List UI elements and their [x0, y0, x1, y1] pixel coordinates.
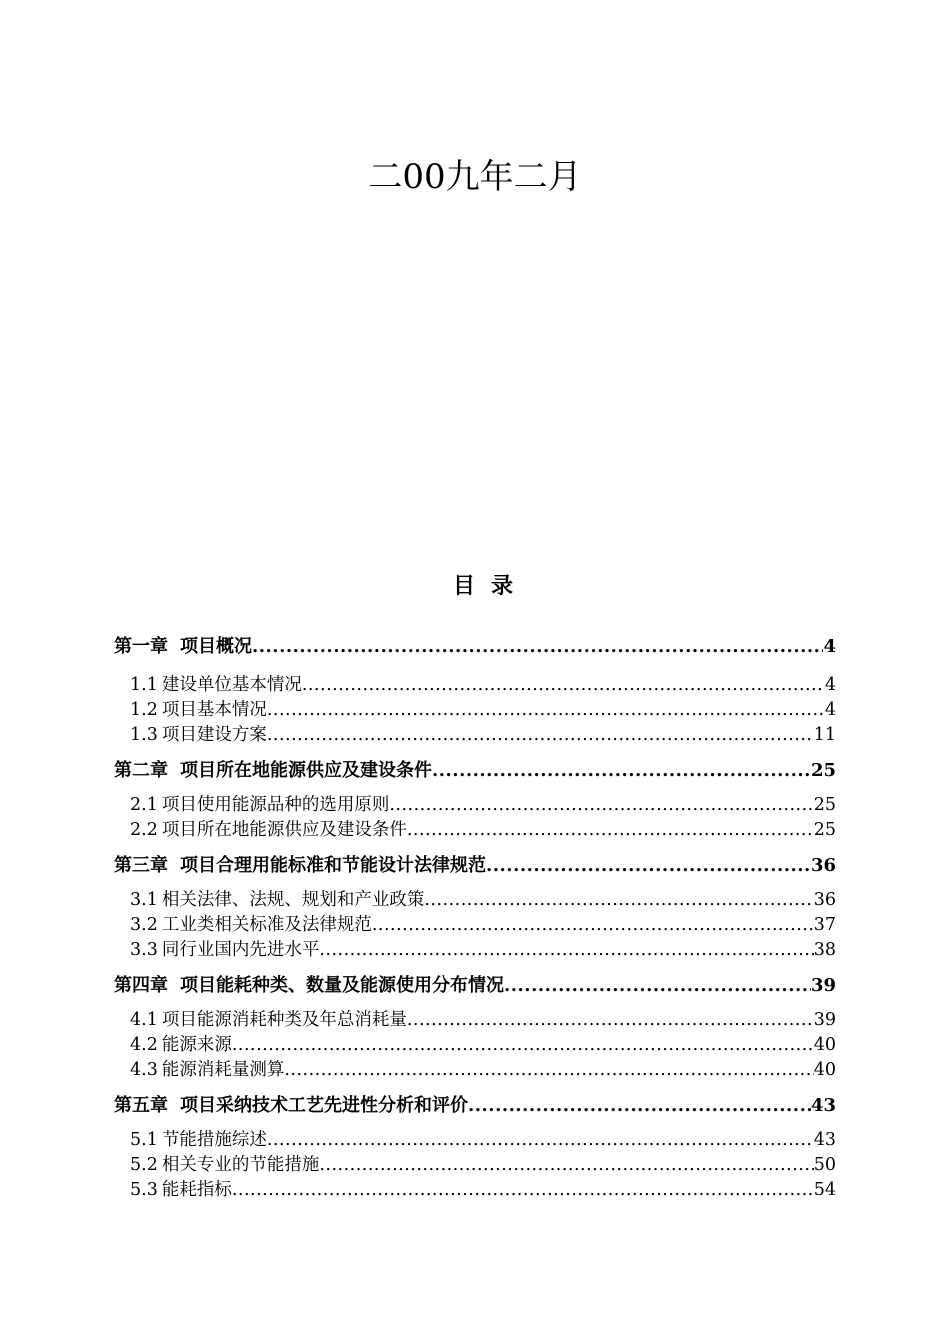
toc-dot-leader — [486, 853, 811, 878]
toc-dot-leader — [504, 973, 811, 998]
toc-page-number: 4 — [824, 675, 836, 695]
toc-chapter-entry[interactable] — [114, 758, 836, 783]
toc-section-entry[interactable] — [114, 913, 836, 938]
toc-entry-number: 1.3 — [130, 725, 158, 745]
toc-entry-text — [130, 1033, 232, 1058]
toc-page-number: 39 — [813, 1010, 836, 1030]
toc-section-entry[interactable] — [114, 698, 836, 723]
toc-chapter-entry[interactable] — [114, 634, 836, 659]
document-date-title: 二00九年二月 — [368, 157, 582, 197]
toc-entry-title: 项目使用能源品种的选用原则 — [161, 795, 390, 815]
toc-dot-leader — [424, 888, 813, 913]
toc-section-entry[interactable] — [114, 1178, 836, 1203]
toc-page-number: 40 — [813, 1060, 836, 1080]
toc-entry-title: 项目基本情况 — [161, 700, 267, 720]
toc-entry-number: 第二章 — [114, 760, 168, 781]
toc-section-entry[interactable] — [114, 673, 836, 698]
toc-dot-leader — [232, 1033, 814, 1058]
toc-entry-number: 1.1 — [130, 675, 158, 695]
toc-entry-title: 节能措施综述 — [161, 1130, 267, 1150]
toc-entry-number: 3.2 — [130, 915, 158, 935]
toc-entry-number: 第四章 — [114, 975, 168, 996]
toc-entry-title: 能耗指标 — [161, 1180, 232, 1200]
toc-page-number: 39 — [810, 975, 836, 996]
toc-dot-leader — [302, 673, 825, 698]
toc-entry-title: 项目合理用能标准和节能设计法律规范 — [180, 855, 486, 876]
toc-entry-title: 能源来源 — [161, 1035, 232, 1055]
toc-entry-text — [130, 1128, 267, 1153]
toc-entry-text — [114, 1093, 468, 1118]
toc-entry-title: 能源消耗量测算 — [161, 1060, 285, 1080]
toc-dot-leader — [267, 1128, 814, 1153]
toc-dot-leader — [468, 1093, 811, 1118]
toc-entry-number: 2.1 — [130, 795, 158, 815]
toc-entry-title: 项目采纳技术工艺先进性分析和评价 — [180, 1095, 468, 1116]
toc-dot-leader — [267, 698, 825, 723]
toc-page-number: 25 — [813, 820, 836, 840]
toc-entry-title: 工业类相关标准及法律规范 — [161, 915, 372, 935]
toc-page-number: 43 — [810, 1095, 836, 1116]
toc-entry-number: 3.1 — [130, 890, 158, 910]
toc-section-entry[interactable] — [114, 938, 836, 963]
toc-entry-title: 建设单位基本情况 — [161, 675, 302, 695]
toc-entry-title: 相关法律、法规、规划和产业政策 — [161, 890, 425, 910]
toc-entry-text — [130, 1058, 284, 1083]
toc-entry-text — [114, 973, 504, 998]
toc-dot-leader — [407, 818, 814, 843]
table-of-contents — [114, 634, 836, 1203]
toc-page-number: 54 — [813, 1180, 836, 1200]
toc-page-number: 4 — [823, 636, 836, 657]
toc-entry-number: 4.3 — [130, 1060, 158, 1080]
toc-page-number: 36 — [813, 890, 836, 910]
toc-page-number: 25 — [810, 760, 836, 781]
toc-chapter-entry[interactable] — [114, 973, 836, 998]
toc-section-entry[interactable] — [114, 793, 836, 818]
toc-entry-text — [130, 888, 424, 913]
toc-page-number: 37 — [813, 915, 836, 935]
toc-chapter-entry[interactable] — [114, 1093, 836, 1118]
toc-entry-number: 2.2 — [130, 820, 158, 840]
toc-dot-leader — [319, 1153, 813, 1178]
toc-page-number: 4 — [824, 700, 836, 720]
toc-section-entry[interactable] — [114, 888, 836, 913]
toc-page-number: 40 — [813, 1035, 836, 1055]
toc-entry-title: 项目能耗种类、数量及能源使用分布情况 — [180, 975, 504, 996]
toc-dot-leader — [252, 634, 823, 659]
toc-entry-title: 项目能源消耗种类及年总消耗量 — [161, 1010, 407, 1030]
toc-entry-text — [130, 723, 267, 748]
toc-entry-text — [130, 1178, 232, 1203]
toc-entry-number: 5.1 — [130, 1130, 158, 1150]
toc-entry-title: 项目所在地能源供应及建设条件 — [161, 820, 407, 840]
toc-entry-number: 第三章 — [114, 855, 168, 876]
toc-entry-number: 3.3 — [130, 940, 158, 960]
toc-entry-number: 4.2 — [130, 1035, 158, 1055]
toc-dot-leader — [389, 793, 813, 818]
toc-heading: 目录 — [452, 573, 529, 599]
toc-section-entry[interactable] — [114, 818, 836, 843]
toc-entry-text — [114, 853, 486, 878]
toc-entry-text — [130, 1008, 407, 1033]
toc-entry-text — [130, 673, 302, 698]
toc-entry-text — [130, 1153, 319, 1178]
toc-entry-number: 4.1 — [130, 1010, 158, 1030]
toc-entry-text — [130, 938, 319, 963]
toc-chapter-entry[interactable] — [114, 853, 836, 878]
toc-entry-number: 第五章 — [114, 1095, 168, 1116]
toc-dot-leader — [267, 723, 814, 748]
toc-dot-leader — [284, 1058, 813, 1083]
toc-entry-title: 同行业国内先进水平 — [161, 940, 320, 960]
toc-dot-leader — [432, 758, 811, 783]
toc-entry-title: 相关专业的节能措施 — [161, 1155, 320, 1175]
toc-section-entry[interactable] — [114, 1058, 836, 1083]
toc-page-number: 38 — [813, 940, 836, 960]
toc-entry-text — [130, 698, 267, 723]
toc-entry-number: 5.2 — [130, 1155, 158, 1175]
toc-page-number: 43 — [813, 1130, 836, 1150]
toc-section-entry[interactable] — [114, 1008, 836, 1033]
toc-entry-text — [130, 793, 389, 818]
toc-entry-number: 1.2 — [130, 700, 158, 720]
toc-entry-number: 第一章 — [114, 636, 168, 657]
toc-dot-leader — [407, 1008, 814, 1033]
toc-entry-number: 5.3 — [130, 1180, 158, 1200]
toc-entry-title: 项目所在地能源供应及建设条件 — [180, 760, 432, 781]
toc-page-number: 11 — [813, 725, 836, 745]
toc-page-number: 50 — [813, 1155, 836, 1175]
toc-section-entry[interactable] — [114, 1128, 836, 1153]
toc-page-number: 36 — [810, 855, 836, 876]
toc-entry-title: 项目建设方案 — [161, 725, 267, 745]
toc-entry-text — [130, 818, 407, 843]
toc-entry-text — [114, 758, 432, 783]
toc-section-entry[interactable] — [114, 723, 836, 748]
toc-entry-title: 项目概况 — [180, 636, 252, 657]
toc-entry-text — [130, 913, 372, 938]
toc-dot-leader — [232, 1178, 814, 1203]
toc-dot-leader — [372, 913, 814, 938]
toc-entry-text — [114, 634, 252, 659]
toc-section-entry[interactable] — [114, 1033, 836, 1058]
toc-page-number: 25 — [813, 795, 836, 815]
toc-dot-leader — [319, 938, 813, 963]
toc-section-entry[interactable] — [114, 1153, 836, 1178]
